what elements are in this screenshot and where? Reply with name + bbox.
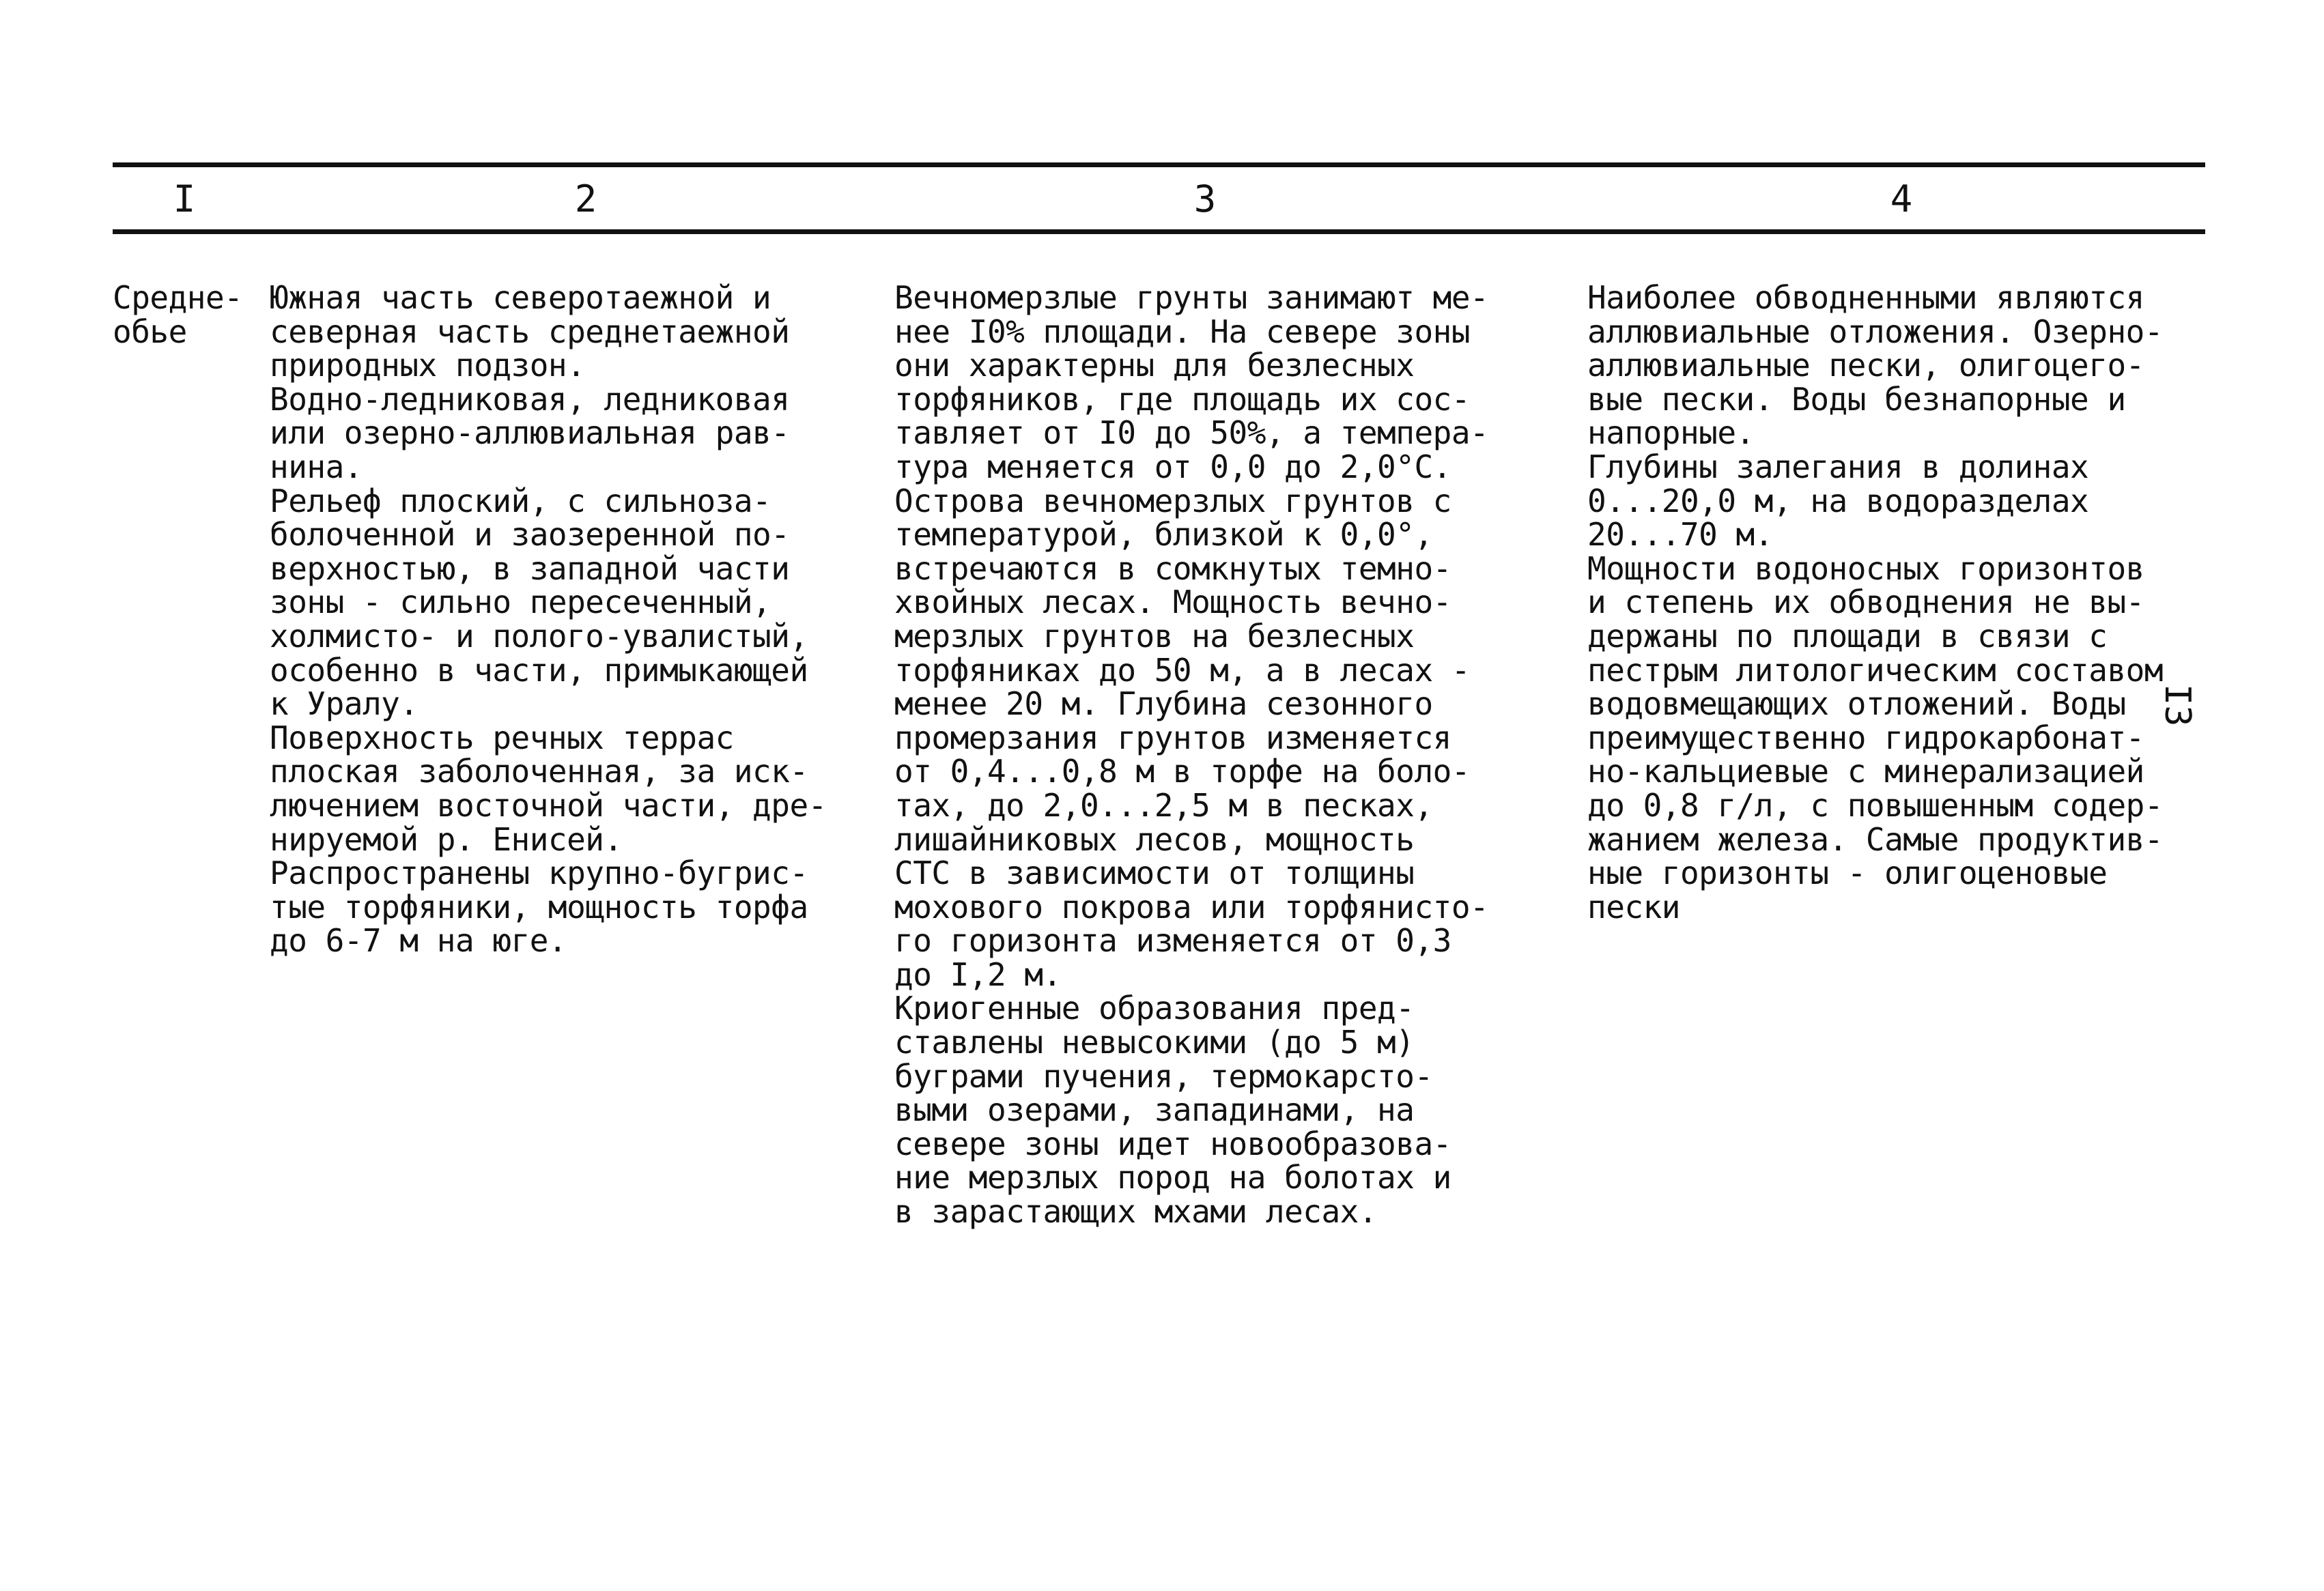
text-line: буграми пучения, термокарсто- bbox=[894, 1057, 1433, 1095]
text-line: Вечномерзлые грунты занимают ме- bbox=[894, 279, 1489, 316]
text-line: Глубины залегания в долинах bbox=[1587, 448, 2089, 485]
table-top-rule bbox=[113, 162, 2205, 167]
text-line: болоченной и заозеренной по- bbox=[270, 516, 790, 554]
text-line: мохового покрова или торфянисто- bbox=[894, 888, 1489, 926]
text-line: но-кальциевые с минерализацией bbox=[1587, 753, 2144, 790]
text-line: Водно-ледниковая, ледниковая bbox=[270, 380, 790, 418]
text-line: от 0,4...0,8 м в торфе на боло- bbox=[894, 753, 1471, 790]
text-line: 0...20,0 м, на водоразделах bbox=[1587, 482, 2089, 519]
text-line: пески bbox=[1587, 888, 1680, 926]
text-line: тавляет от I0 до 50%, а темпера- bbox=[894, 414, 1489, 452]
text-line: Острова вечномерзлых грунтов с bbox=[894, 482, 1451, 519]
text-line: севере зоны идет новообразова- bbox=[894, 1125, 1451, 1162]
text-line: Мощности водоносных горизонтов bbox=[1587, 549, 2144, 587]
text-line: обье bbox=[113, 313, 187, 350]
text-line: ставлены невысокими (до 5 м) bbox=[894, 1024, 1415, 1061]
text-line: температурой, близкой к 0,0°, bbox=[894, 516, 1433, 554]
text-line: они характерны для безлесных bbox=[894, 347, 1415, 384]
text-line: плоская заболоченная, за иск- bbox=[270, 753, 808, 790]
text-line: Поверхность речных террас bbox=[270, 719, 734, 756]
text-line: пестрым литологическим составом bbox=[1587, 651, 2164, 689]
text-line: природных подзон. bbox=[270, 347, 586, 384]
text-line: торфяниках до 50 м, а в лесах - bbox=[894, 651, 1471, 689]
text-line: Распространены крупно-бугрис- bbox=[270, 855, 808, 892]
text-line: Рельеф плоский, с сильноза- bbox=[270, 482, 771, 519]
text-line: вые пески. Воды безнапорные и bbox=[1587, 380, 2126, 418]
text-line: холмисто- и полого-увалистый, bbox=[270, 617, 808, 655]
text-line: Криогенные образования пред- bbox=[894, 990, 1415, 1027]
text-line: до I,2 м. bbox=[894, 956, 1062, 993]
text-line: до 0,8 г/л, с повышенным содер- bbox=[1587, 786, 2164, 824]
column-number-1: I bbox=[173, 177, 196, 220]
column-number-3: 3 bbox=[1193, 177, 1217, 220]
text-line: 20...70 м. bbox=[1587, 516, 1773, 554]
text-line: преимущественно гидрокарбонат- bbox=[1587, 719, 2144, 756]
column-number-4: 4 bbox=[1890, 177, 1913, 220]
text-line: тура меняется от 0,0 до 2,0°С. bbox=[894, 448, 1451, 485]
text-line: встречаются в сомкнутых темно- bbox=[894, 549, 1451, 587]
text-line: держаны по площади в связи с bbox=[1587, 617, 2108, 655]
text-line: водовмещающих отложений. Воды bbox=[1587, 685, 2126, 723]
text-line: Южная часть северотаежной и bbox=[270, 279, 771, 316]
text-line: к Уралу. bbox=[270, 685, 419, 723]
text-line: аллювиальные отложения. Озерно- bbox=[1587, 313, 2164, 350]
cell-groundwater-description bbox=[1587, 281, 2163, 924]
text-line: промерзания грунтов изменяется bbox=[894, 719, 1451, 756]
cell-permafrost-description bbox=[894, 281, 1488, 1229]
text-line: тах, до 2,0...2,5 м в песках, bbox=[894, 786, 1433, 824]
text-line: верхностью, в западной части bbox=[270, 549, 790, 587]
cell-region-name bbox=[113, 281, 242, 349]
column-number-2: 2 bbox=[574, 177, 597, 220]
text-line: до 6-7 м на юге. bbox=[270, 922, 567, 960]
text-line: напорные. bbox=[1587, 414, 1755, 452]
text-line: особенно в части, примыкающей bbox=[270, 651, 808, 689]
text-line: или озерно-аллювиальная рав- bbox=[270, 414, 790, 452]
text-line: торфяников, где площадь их сос- bbox=[894, 380, 1471, 418]
text-line: нее I0% площади. На севере зоны bbox=[894, 313, 1471, 350]
text-line: лишайниковых лесов, мощность bbox=[894, 820, 1415, 858]
text-line: ние мерзлых пород на болотах и bbox=[894, 1159, 1451, 1196]
text-line: нируемой р. Енисей. bbox=[270, 820, 623, 858]
text-line: хвойных лесах. Мощность вечно- bbox=[894, 584, 1451, 621]
text-line: нина. bbox=[270, 448, 363, 485]
text-line: лючением восточной части, дре- bbox=[270, 786, 827, 824]
text-line: мерзлых грунтов на безлесных bbox=[894, 617, 1415, 655]
text-line: тые торфяники, мощность торфа bbox=[270, 888, 808, 926]
text-line: ные горизонты - олигоценовые bbox=[1587, 855, 2108, 892]
cell-landscape-description bbox=[270, 281, 827, 958]
table-header-rule bbox=[113, 229, 2205, 234]
text-line: менее 20 м. Глубина сезонного bbox=[894, 685, 1433, 723]
text-line: Средне- bbox=[113, 279, 243, 316]
text-line: выми озерами, западинами, на bbox=[894, 1091, 1415, 1129]
text-line: го горизонта изменяется от 0,3 bbox=[894, 922, 1451, 960]
text-line: и степень их обводнения не вы- bbox=[1587, 584, 2144, 621]
page-number: I3 bbox=[2157, 684, 2198, 727]
text-line: аллювиальные пески, олигоцего- bbox=[1587, 347, 2144, 384]
text-line: СТС в зависимости от толщины bbox=[894, 855, 1415, 892]
text-line: жанием железа. Самые продуктив- bbox=[1587, 820, 2164, 858]
text-line: северная часть среднетаежной bbox=[270, 313, 790, 350]
text-line: в зарастающих мхами лесах. bbox=[894, 1193, 1378, 1231]
text-line: Наиболее обводненными являются bbox=[1587, 279, 2144, 316]
text-line: зоны - сильно пересеченный, bbox=[270, 584, 771, 621]
